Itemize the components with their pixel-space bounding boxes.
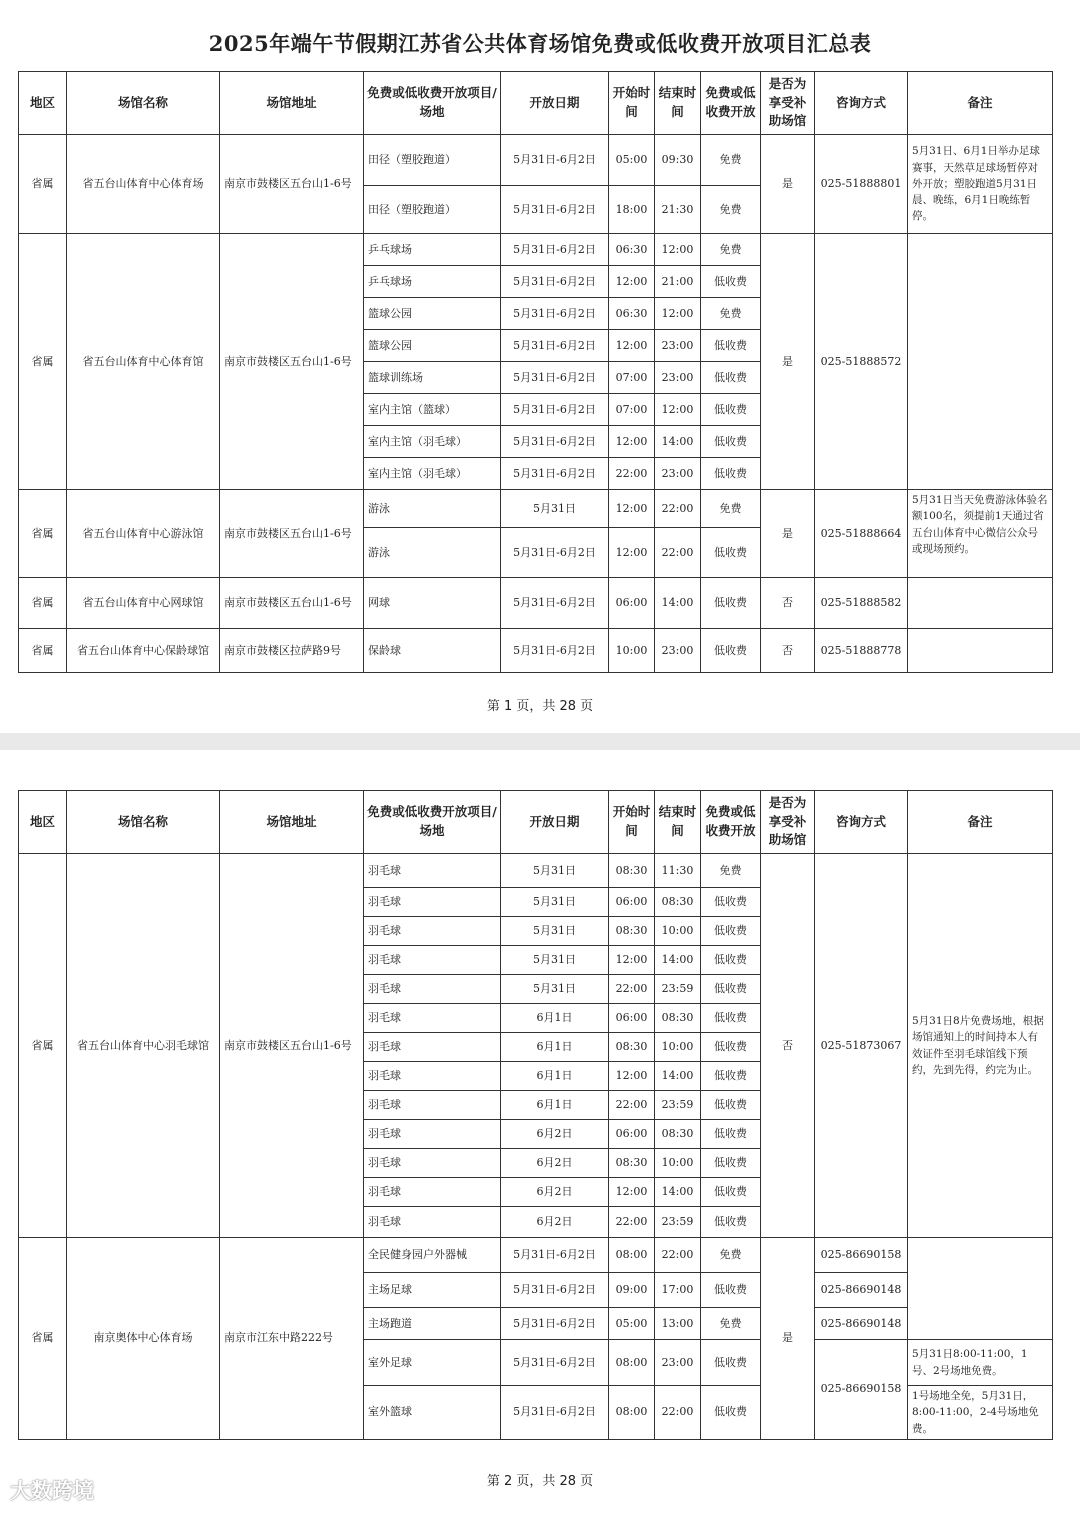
end-cell: 21:30 xyxy=(655,186,701,234)
start-cell: 06:00 xyxy=(609,1120,655,1149)
fee-cell: 低收费 xyxy=(701,266,761,298)
address-cell: 南京市鼓楼区五台山1-6号 xyxy=(220,234,364,490)
fee-cell: 低收费 xyxy=(701,946,761,975)
start-cell: 22:00 xyxy=(609,1207,655,1238)
start-cell: 09:00 xyxy=(609,1273,655,1308)
contact-cell: 025-86690148 xyxy=(815,1308,908,1340)
page-footer: 第 2 页，共 28 页 xyxy=(486,1474,594,1489)
fee-cell: 低收费 xyxy=(701,1033,761,1062)
page-footer: 第 1 页，共 28 页 xyxy=(486,699,594,714)
item-cell: 篮球训练场 xyxy=(364,362,501,394)
end-cell: 23:00 xyxy=(655,362,701,394)
fee-cell: 低收费 xyxy=(701,1149,761,1178)
date-cell: 6月2日 xyxy=(501,1120,609,1149)
page-1 xyxy=(0,0,1080,733)
date-cell: 5月31日-6月2日 xyxy=(501,394,609,426)
date-cell: 5月31日-6月2日 xyxy=(501,135,609,186)
date-cell: 5月31日-6月2日 xyxy=(501,1340,609,1386)
date-cell: 5月31日-6月2日 xyxy=(501,1386,609,1440)
fee-cell: 免费 xyxy=(701,298,761,330)
fee-cell: 低收费 xyxy=(701,1178,761,1207)
table-row xyxy=(19,1238,1053,1273)
venue-cell: 省五台山体育中心网球馆 xyxy=(67,578,220,629)
end-cell: 23:00 xyxy=(655,629,701,673)
table-row xyxy=(19,135,1053,186)
end-cell: 14:00 xyxy=(655,946,701,975)
end-cell: 09:30 xyxy=(655,135,701,186)
address-cell: 南京市鼓楼区五台山1-6号 xyxy=(220,854,364,1238)
header-region: 地区 xyxy=(19,791,67,854)
end-cell: 23:00 xyxy=(655,458,701,490)
date-cell: 6月2日 xyxy=(501,1207,609,1238)
note-cell: 5月31日8片免费场地，根据场馆通知上的时间持本人有效证件至羽毛球馆线下预约，先到先得，约完为止。 xyxy=(908,854,1053,1238)
end-cell: 14:00 xyxy=(655,578,701,629)
contact-cell: 025-51873067 xyxy=(815,854,908,1238)
end-cell: 10:00 xyxy=(655,1149,701,1178)
header-start: 开始时间 xyxy=(609,791,655,854)
end-cell: 08:30 xyxy=(655,1004,701,1033)
start-cell: 22:00 xyxy=(609,458,655,490)
region-cell: 省属 xyxy=(19,234,67,490)
start-cell: 06:30 xyxy=(609,298,655,330)
subsidy-cell: 是 xyxy=(761,135,815,234)
note-cell: 1号场地全免，5月31日，8:00-11:00，2-4号场地免费。 xyxy=(908,1386,1053,1440)
end-cell: 10:00 xyxy=(655,917,701,946)
start-cell: 22:00 xyxy=(609,1091,655,1120)
fee-cell: 低收费 xyxy=(701,975,761,1004)
fee-cell: 低收费 xyxy=(701,629,761,673)
item-cell: 主场跑道 xyxy=(364,1308,501,1340)
start-cell: 05:00 xyxy=(609,135,655,186)
end-cell: 08:30 xyxy=(655,888,701,917)
start-cell: 06:00 xyxy=(609,578,655,629)
fee-cell: 低收费 xyxy=(701,1091,761,1120)
end-cell: 22:00 xyxy=(655,1386,701,1440)
note-cell: 5月31日、6月1日举办足球赛事，天然草足球场暂停对外开放；塑胶跑道5月31日晨、晚练，6月1日晚练暂停。 xyxy=(908,135,1053,234)
end-cell: 22:00 xyxy=(655,490,701,528)
date-cell: 6月1日 xyxy=(501,1033,609,1062)
fee-cell: 低收费 xyxy=(701,1004,761,1033)
item-cell: 乒乓球场 xyxy=(364,234,501,266)
fee-cell: 低收费 xyxy=(701,888,761,917)
date-cell: 5月31日-6月2日 xyxy=(501,234,609,266)
end-cell: 13:00 xyxy=(655,1308,701,1340)
start-cell: 05:00 xyxy=(609,1308,655,1340)
region-cell: 省属 xyxy=(19,854,67,1238)
start-cell: 08:30 xyxy=(609,1033,655,1062)
header-note: 备注 xyxy=(908,72,1053,135)
start-cell: 08:00 xyxy=(609,1238,655,1273)
item-cell: 室内主馆（篮球） xyxy=(364,394,501,426)
start-cell: 12:00 xyxy=(609,946,655,975)
header-subsidy: 是否为享受补助场馆 xyxy=(761,72,815,135)
note-cell: 5月31日当天免费游泳体验名额100名，须提前1天通过省五台山体育中心微信公众号或现场预约。 xyxy=(908,490,1053,578)
address-cell: 南京市鼓楼区拉萨路9号 xyxy=(220,629,364,673)
start-cell: 08:00 xyxy=(609,1340,655,1386)
end-cell: 23:59 xyxy=(655,1091,701,1120)
end-cell: 23:00 xyxy=(655,330,701,362)
end-cell: 14:00 xyxy=(655,1178,701,1207)
start-cell: 12:00 xyxy=(609,1178,655,1207)
start-cell: 07:00 xyxy=(609,394,655,426)
item-cell: 田径（塑胶跑道） xyxy=(364,135,501,186)
start-cell: 12:00 xyxy=(609,528,655,578)
date-cell: 6月1日 xyxy=(501,1004,609,1033)
fee-cell: 低收费 xyxy=(701,394,761,426)
date-cell: 5月31日-6月2日 xyxy=(501,266,609,298)
end-cell: 23:59 xyxy=(655,975,701,1004)
start-cell: 12:00 xyxy=(609,490,655,528)
contact-cell: 025-51888582 xyxy=(815,578,908,629)
subsidy-cell: 否 xyxy=(761,629,815,673)
contact-cell: 025-86690158 xyxy=(815,1238,908,1273)
item-cell: 羽毛球 xyxy=(364,946,501,975)
fee-cell: 低收费 xyxy=(701,528,761,578)
item-cell: 羽毛球 xyxy=(364,1004,501,1033)
start-cell: 08:30 xyxy=(609,1149,655,1178)
subsidy-cell: 是 xyxy=(761,234,815,490)
start-cell: 08:30 xyxy=(609,854,655,888)
item-cell: 乒乓球场 xyxy=(364,266,501,298)
note-cell xyxy=(908,578,1053,629)
start-cell: 07:00 xyxy=(609,362,655,394)
fee-cell: 免费 xyxy=(701,1308,761,1340)
fee-cell: 低收费 xyxy=(701,1340,761,1386)
item-cell: 羽毛球 xyxy=(364,854,501,888)
end-cell: 12:00 xyxy=(655,298,701,330)
item-cell: 羽毛球 xyxy=(364,975,501,1004)
end-cell: 08:30 xyxy=(655,1120,701,1149)
header-item: 免费或低收费开放项目/场地 xyxy=(364,72,501,135)
start-cell: 06:30 xyxy=(609,234,655,266)
venue-cell: 省五台山体育中心体育场 xyxy=(67,135,220,234)
note-cell: 5月31日8:00-11:00，1号、2号场地免费。 xyxy=(908,1340,1053,1386)
item-cell: 游泳 xyxy=(364,528,501,578)
address-cell: 南京市鼓楼区五台山1-6号 xyxy=(220,578,364,629)
header-contact: 咨询方式 xyxy=(815,72,908,135)
header-subsidy: 是否为享受补助场馆 xyxy=(761,791,815,854)
subsidy-cell: 是 xyxy=(761,1238,815,1440)
header-contact: 咨询方式 xyxy=(815,791,908,854)
start-cell: 12:00 xyxy=(609,330,655,362)
date-cell: 5月31日 xyxy=(501,946,609,975)
item-cell: 田径（塑胶跑道） xyxy=(364,186,501,234)
date-cell: 5月31日 xyxy=(501,888,609,917)
note-cell xyxy=(908,629,1053,673)
fee-cell: 免费 xyxy=(701,186,761,234)
date-cell: 5月31日-6月2日 xyxy=(501,330,609,362)
start-cell: 10:00 xyxy=(609,629,655,673)
item-cell: 主场足球 xyxy=(364,1273,501,1308)
header-note: 备注 xyxy=(908,791,1053,854)
venue-cell: 省五台山体育中心保龄球馆 xyxy=(67,629,220,673)
summary-table-page-2 xyxy=(18,790,1053,1440)
date-cell: 5月31日-6月2日 xyxy=(501,1273,609,1308)
region-cell: 省属 xyxy=(19,578,67,629)
region-cell: 省属 xyxy=(19,490,67,578)
start-cell: 12:00 xyxy=(609,1062,655,1091)
start-cell: 12:00 xyxy=(609,266,655,298)
end-cell: 11:30 xyxy=(655,854,701,888)
date-cell: 5月31日-6月2日 xyxy=(501,1238,609,1273)
end-cell: 23:00 xyxy=(655,1340,701,1386)
header-row xyxy=(19,72,1053,135)
table-row xyxy=(19,854,1053,888)
fee-cell: 低收费 xyxy=(701,1062,761,1091)
page-title: 2025年端午节假期江苏省公共体育场馆免费或低收费开放项目汇总表 xyxy=(208,31,872,56)
fee-cell: 低收费 xyxy=(701,330,761,362)
venue-cell: 省五台山体育中心体育馆 xyxy=(67,234,220,490)
end-cell: 10:00 xyxy=(655,1033,701,1062)
summary-table-page-1 xyxy=(18,71,1053,673)
address-cell: 南京市江东中路222号 xyxy=(220,1238,364,1440)
subsidy-cell: 否 xyxy=(761,578,815,629)
table-row xyxy=(19,578,1053,629)
header-item: 免费或低收费开放项目/场地 xyxy=(364,791,501,854)
date-cell: 5月31日-6月2日 xyxy=(501,458,609,490)
item-cell: 室外足球 xyxy=(364,1340,501,1386)
header-end: 结束时间 xyxy=(655,791,701,854)
date-cell: 6月2日 xyxy=(501,1149,609,1178)
header-region: 地区 xyxy=(19,72,67,135)
end-cell: 12:00 xyxy=(655,234,701,266)
start-cell: 12:00 xyxy=(609,426,655,458)
address-cell: 南京市鼓楼区五台山1-6号 xyxy=(220,135,364,234)
region-cell: 省属 xyxy=(19,135,67,234)
header-venue: 场馆名称 xyxy=(67,72,220,135)
fee-cell: 低收费 xyxy=(701,578,761,629)
header-address: 场馆地址 xyxy=(220,791,364,854)
header-fee: 免费或低收费开放 xyxy=(701,72,761,135)
fee-cell: 低收费 xyxy=(701,1207,761,1238)
date-cell: 5月31日-6月2日 xyxy=(501,362,609,394)
fee-cell: 免费 xyxy=(701,135,761,186)
item-cell: 羽毛球 xyxy=(364,1207,501,1238)
watermark: 大数跨境 xyxy=(10,1479,94,1503)
item-cell: 羽毛球 xyxy=(364,917,501,946)
date-cell: 5月31日 xyxy=(501,490,609,528)
item-cell: 羽毛球 xyxy=(364,1149,501,1178)
subsidy-cell: 否 xyxy=(761,854,815,1238)
item-cell: 网球 xyxy=(364,578,501,629)
header-row xyxy=(19,791,1053,854)
fee-cell: 低收费 xyxy=(701,1386,761,1440)
date-cell: 5月31日 xyxy=(501,917,609,946)
item-cell: 全民健身园户外器械 xyxy=(364,1238,501,1273)
region-cell: 省属 xyxy=(19,1238,67,1440)
date-cell: 6月2日 xyxy=(501,1178,609,1207)
item-cell: 羽毛球 xyxy=(364,1033,501,1062)
date-cell: 5月31日-6月2日 xyxy=(501,1308,609,1340)
date-cell: 6月1日 xyxy=(501,1062,609,1091)
date-cell: 5月31日-6月2日 xyxy=(501,629,609,673)
contact-cell: 025-51888572 xyxy=(815,234,908,490)
header-end: 结束时间 xyxy=(655,72,701,135)
table-row xyxy=(19,490,1053,528)
item-cell: 羽毛球 xyxy=(364,1062,501,1091)
end-cell: 22:00 xyxy=(655,1238,701,1273)
start-cell: 22:00 xyxy=(609,975,655,1004)
date-cell: 5月31日 xyxy=(501,854,609,888)
contact-cell: 025-51888664 xyxy=(815,490,908,578)
fee-cell: 低收费 xyxy=(701,917,761,946)
item-cell: 游泳 xyxy=(364,490,501,528)
region-cell: 省属 xyxy=(19,629,67,673)
venue-cell: 省五台山体育中心游泳馆 xyxy=(67,490,220,578)
start-cell: 08:00 xyxy=(609,1386,655,1440)
end-cell: 23:59 xyxy=(655,1207,701,1238)
contact-cell: 025-86690148 xyxy=(815,1273,908,1308)
date-cell: 5月31日 xyxy=(501,975,609,1004)
contact-cell: 025-51888778 xyxy=(815,629,908,673)
end-cell: 22:00 xyxy=(655,528,701,578)
end-cell: 17:00 xyxy=(655,1273,701,1308)
end-cell: 12:00 xyxy=(655,394,701,426)
fee-cell: 免费 xyxy=(701,854,761,888)
date-cell: 5月31日-6月2日 xyxy=(501,186,609,234)
item-cell: 羽毛球 xyxy=(364,1120,501,1149)
fee-cell: 免费 xyxy=(701,490,761,528)
fee-cell: 低收费 xyxy=(701,362,761,394)
item-cell: 羽毛球 xyxy=(364,1178,501,1207)
venue-cell: 省五台山体育中心羽毛球馆 xyxy=(67,854,220,1238)
item-cell: 室内主馆（羽毛球） xyxy=(364,426,501,458)
fee-cell: 低收费 xyxy=(701,426,761,458)
fee-cell: 免费 xyxy=(701,1238,761,1273)
page-2 xyxy=(0,750,1080,1513)
item-cell: 篮球公园 xyxy=(364,298,501,330)
header-address: 场馆地址 xyxy=(220,72,364,135)
item-cell: 保龄球 xyxy=(364,629,501,673)
fee-cell: 免费 xyxy=(701,234,761,266)
item-cell: 羽毛球 xyxy=(364,1091,501,1120)
fee-cell: 低收费 xyxy=(701,458,761,490)
end-cell: 14:00 xyxy=(655,426,701,458)
address-cell: 南京市鼓楼区五台山1-6号 xyxy=(220,490,364,578)
item-cell: 室外篮球 xyxy=(364,1386,501,1440)
date-cell: 5月31日-6月2日 xyxy=(501,578,609,629)
fee-cell: 低收费 xyxy=(701,1273,761,1308)
end-cell: 14:00 xyxy=(655,1062,701,1091)
note-cell xyxy=(908,1238,1053,1340)
start-cell: 08:30 xyxy=(609,917,655,946)
subsidy-cell: 是 xyxy=(761,490,815,578)
date-cell: 6月1日 xyxy=(501,1091,609,1120)
fee-cell: 低收费 xyxy=(701,1120,761,1149)
start-cell: 06:00 xyxy=(609,1004,655,1033)
table-row xyxy=(19,234,1053,266)
date-cell: 5月31日-6月2日 xyxy=(501,528,609,578)
header-date: 开放日期 xyxy=(501,72,609,135)
date-cell: 5月31日-6月2日 xyxy=(501,426,609,458)
contact-cell: 025-51888801 xyxy=(815,135,908,234)
start-cell: 18:00 xyxy=(609,186,655,234)
header-start: 开始时间 xyxy=(609,72,655,135)
note-cell xyxy=(908,234,1053,490)
venue-cell: 南京奥体中心体育场 xyxy=(67,1238,220,1440)
item-cell: 室内主馆（羽毛球） xyxy=(364,458,501,490)
header-venue: 场馆名称 xyxy=(67,791,220,854)
end-cell: 21:00 xyxy=(655,266,701,298)
contact-cell: 025-86690158 xyxy=(815,1340,908,1440)
table-row xyxy=(19,629,1053,673)
date-cell: 5月31日-6月2日 xyxy=(501,298,609,330)
start-cell: 06:00 xyxy=(609,888,655,917)
header-date: 开放日期 xyxy=(501,791,609,854)
header-fee: 免费或低收费开放 xyxy=(701,791,761,854)
item-cell: 篮球公园 xyxy=(364,330,501,362)
item-cell: 羽毛球 xyxy=(364,888,501,917)
